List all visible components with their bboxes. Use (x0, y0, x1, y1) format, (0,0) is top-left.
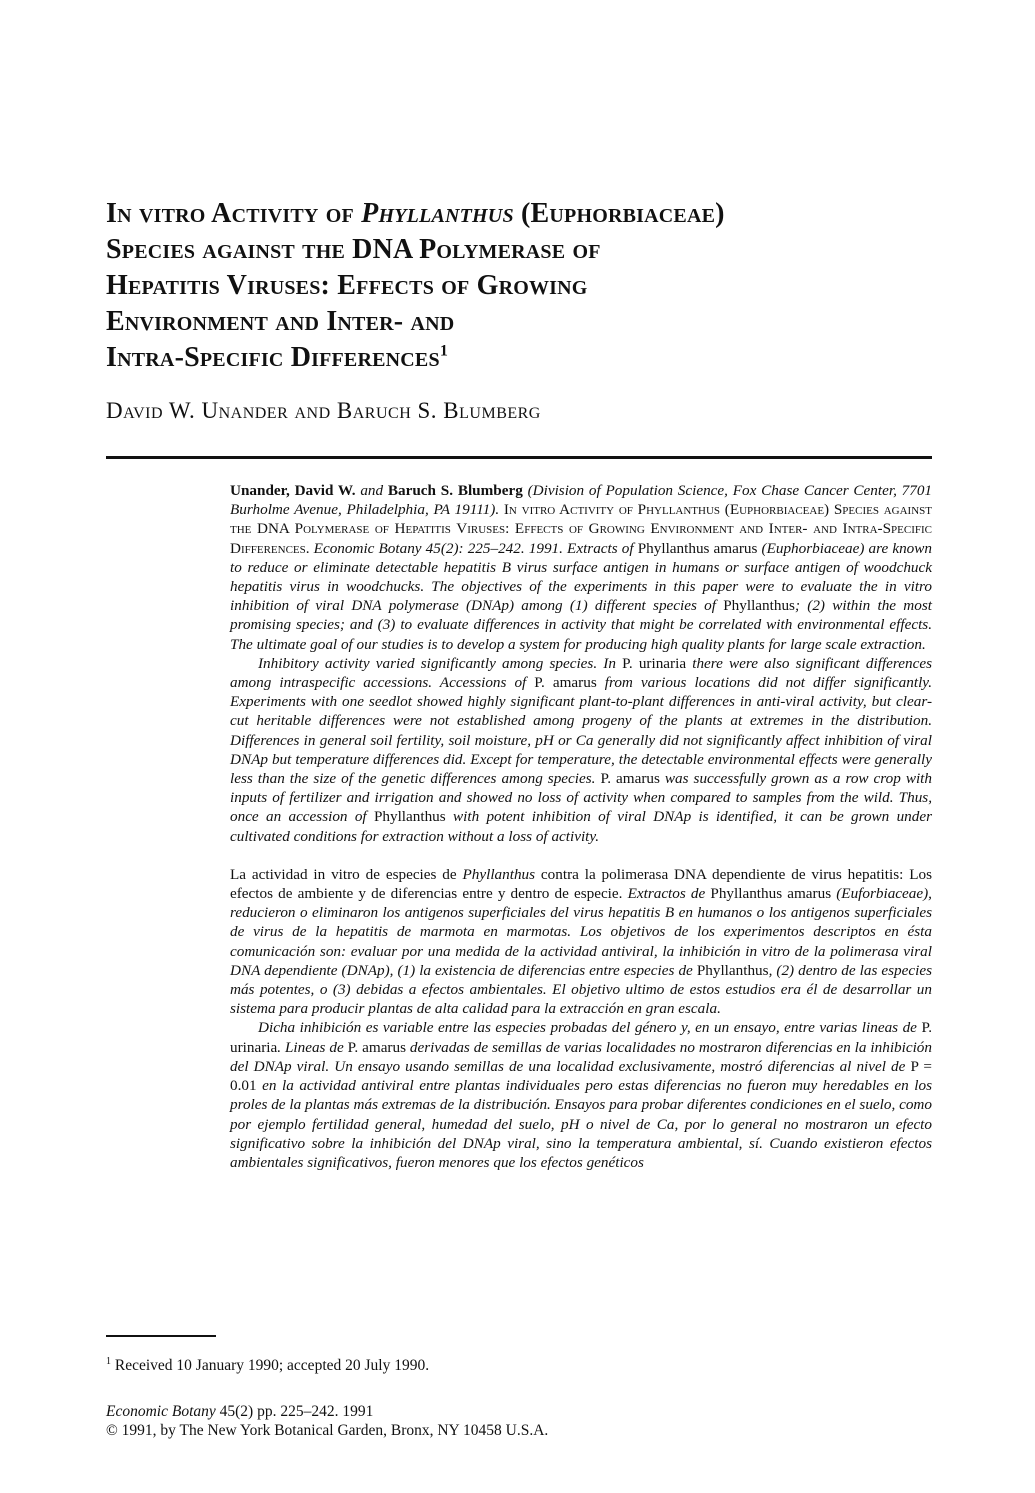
footnote-rule (106, 1335, 216, 1337)
title-line-4: Environment and Inter- and (106, 306, 455, 337)
footnote: $^1$ Received 10 January 1990; accepted 20 July 1990. (106, 1356, 430, 1375)
copyright-line: © 1991, by The New York Botanical Garden, Bronx, NY 10458 U.S.A. (106, 1422, 549, 1439)
journal-info (106, 1402, 548, 1440)
abstract (230, 481, 932, 1172)
citation-title: In vitro Activity of Phyllanthus (Euphorbiaceae) Species against the DNA Polymerase of Hepatitis Viruses: Effects of Growing Environment and Inter- and Intra-Specific Differences. (230, 501, 932, 557)
abstract-es-paragraph-1: La actividad in vitro de especies de Phyllanthus contra la polimerasa DNA dependiente de virus hepatitis: Los efectos de ambiente y de diferencias entre y dentro de especie. Extractos de Phyllanthus amarus (Euforbiaceae), reducieron o eliminaron los antigenos superficiales del virus hepatitis B en humanos o los antigenos superficiales de virus de la hepatitis de marmota en marmotas. Los objetivos de los experimentos descriptos en ésta comunicación son: evaluar por una medida de la actividad antiviral, la inhibición in vitro de la polimerasa viral DNA dependiente (DNAp), (1) la existencia de diferencias entre especies de Phyllanthus, (2) dentro de las especies más potentes, o (3) debidas a efectos ambientales. El objetivo ultimo de estos estudios era él de desarrollar un sistema para producir plantas de alta calidad para la extracción en gran escala. (230, 865, 932, 1018)
title-line-2: Species against the DNA Polymerase of (106, 234, 601, 265)
title-genus: Phyllanthus (361, 198, 514, 229)
abstract-es-paragraph-2: Dicha inhibición es variable entre las especies probadas del género y, en un ensayo, entre varias lineas de P. urinaria. Lineas de P. amarus derivadas de semillas de varias localidades no mostraron diferencias en la inhibición del DNAp viral. Un ensayo usando semillas de una localidad exclusivamente, mostró diferencias al nivel de P = 0.01 en la actividad antiviral entre plantas individuales pero estas diferencias no fueron muy heredables en los proles de la plantas más extremas de la distribución. Ensayos para probar diferentes condiciones en el suelo, como por ejemplo fertilidad general, humedad del suelo, pH o nivel de Ca, por lo general no mostraron un efecto significativo sobre la inhibición del DNAp viral, sino la temperatura ambiental, sí. Cuando existieron efectos ambientales significativos, fueron menores que los efectos genéticos (230, 1019, 932, 1171)
affiliation: (Division of Population Science, Fox Chase Cancer Center, 7701 Burholme Avenue, Philadelphia, PA 19111). (230, 482, 933, 519)
title-footnote-mark: 1 (439, 342, 449, 360)
abstract-en-paragraph-1: Unander, David W. and Baruch S. Blumberg (Division of Population Science, Fox Chase Cancer Center, 7701 Burholme Avenue, Philadelphia, PA 19111). In vitro Activity of Phyllanthus (Euphorbiaceae) Species against the DNA Polymerase of Hepatitis Viruses: Effects of Growing Environment and Inter- and Intra-Specific Differences. Economic Botany 45(2): 225–242. 1991. Extracts of Phyllanthus amarus (Euphorbiaceae) are known to reduce or eliminate detectable hepatitis B virus surface antigen in humans or surface antigen of woodchuck hepatitis virus in woodchucks. The objectives of the experiments in this paper were to evaluate the in vitro inhibition of viral DNA polymerase (DNAp) among (1) different species of Phyllanthus; (2) within the most promising species; and (3) to evaluate differences in activity that might be correlated with environmental effects. The ultimate goal of our studies is to develop a system for producing high quality plants for large scale extraction. (230, 482, 933, 653)
article-title (106, 196, 946, 376)
journal-citation: Economic Botany 45(2) pp. 225–242. 1991 (106, 1403, 374, 1420)
author-line: David W. Unander and Baruch S. Blumberg (106, 398, 541, 423)
title-line-1: In vitro Activity of Phyllanthus (Euphorbiaceae) (106, 198, 725, 229)
title-line-5: Intra-Specific Differences$^1$ (106, 342, 449, 373)
abstract-en-paragraph-2: Inhibitory activity varied significantly among species. In P. urinaria there were also significant differences among intraspecific accessions. Accessions of P. amarus from various locations did not differ significantly. Experiments with one seedlot showed highly significant plant-to-plant differences in anti-viral activity, but clear-cut heritable differences were not established among progeny of the plants at extremes in the distribution. Differences in general soil fertility, soil moisture, pH or Ca generally did not significantly affect inhibition of viral DNAp but temperature differences did. Except for temperature, the detectable environmental effects were generally less than the size of the genetic differences among species. P. amarus was successfully grown as a row crop with inputs of fertilizer and irrigation and showed no loss of activity when compared to samples from the wild. Thus, once an accession of Phyllanthus with potent inhibition of viral DNAp is identified, it can be grown under cultivated conditions for extraction without a loss of activity. (230, 654, 933, 845)
header-rule (106, 456, 932, 459)
title-line-3: Hepatitis Viruses: Effects of Growing (106, 270, 588, 301)
